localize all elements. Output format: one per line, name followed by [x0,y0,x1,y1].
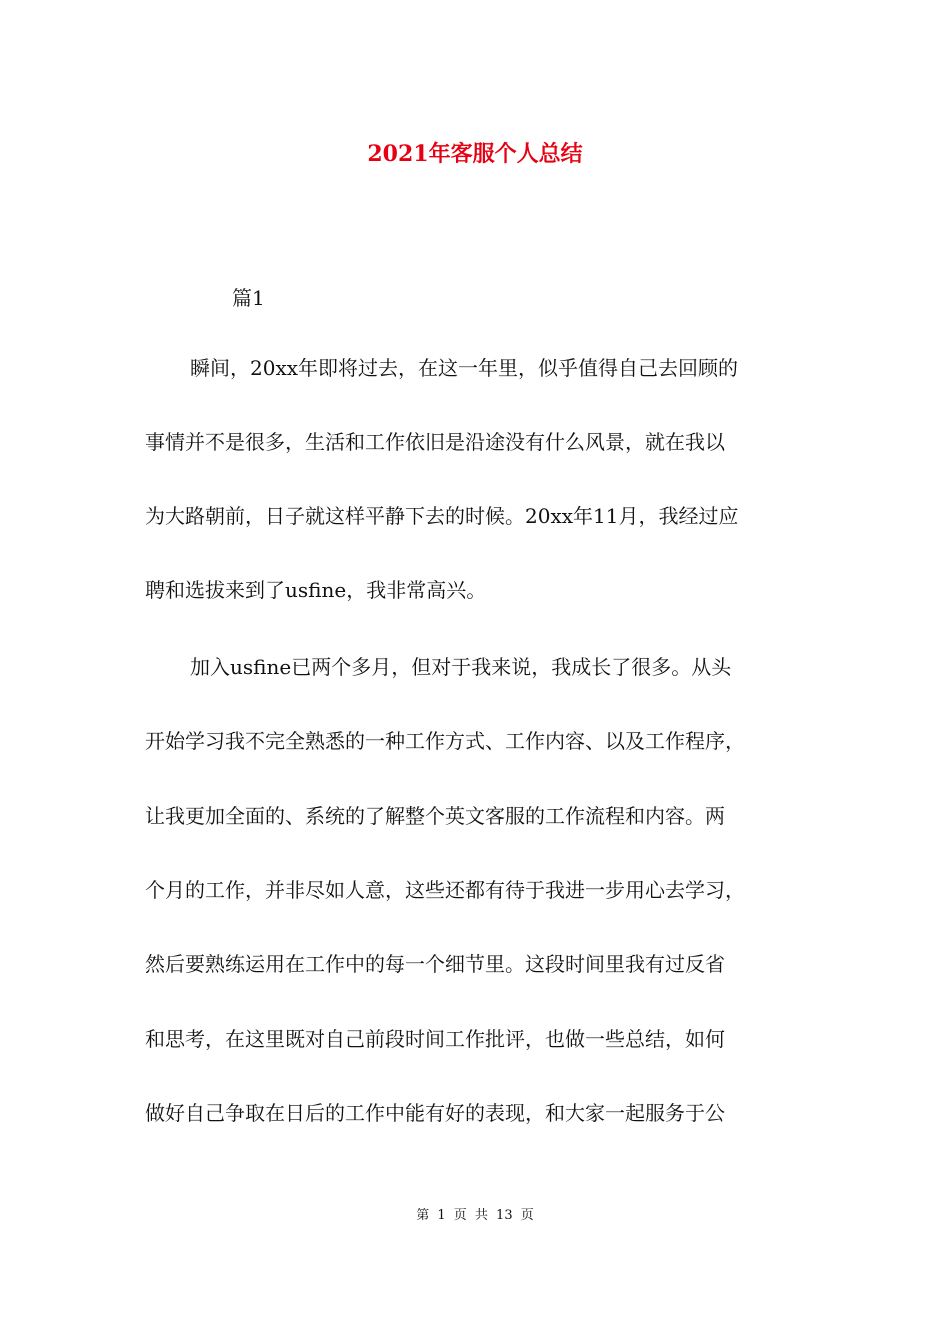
paragraph-line: 开始学习我不完全熟悉的一种工作方式、工作内容、以及工作程序， [145,729,745,753]
paragraph-line: 为大路朝前，日子就这样平静下去的时候。20xx年11月，我经过应 [145,504,739,528]
paragraph-line: 个月的工作，并非尽如人意，这些还都有待于我进一步用心去学习， [145,878,745,902]
paragraph-line: 然后要熟练运用在工作中的每一个细节里。这段时间里我有过反省 [145,952,725,976]
paragraph-line: 聘和选拔来到了usfine，我非常高兴。 [145,578,487,602]
paragraph-line: 做好自己争取在日后的工作中能有好的表现，和大家一起服务于公 [145,1101,725,1125]
paragraph-line: 瞬间，20xx年即将过去，在这一年里，似乎值得自己去回顾的 [190,356,739,380]
document-title: 2021年客服个人总结 [367,141,583,167]
paragraph-line: 加入usfine已两个多月，但对于我来说，我成长了很多。从头 [190,655,732,679]
section-heading: 篇1 [232,286,265,310]
page-footer: 第 1 页 共 13 页 [416,1208,534,1223]
paragraph-line: 事情并不是很多，生活和工作依旧是沿途没有什么风景，就在我以 [145,430,725,454]
paragraph-line: 让我更加全面的、系统的了解整个英文客服的工作流程和内容。两 [145,804,725,828]
paragraph-line: 和思考，在这里既对自己前段时间工作批评，也做一些总结，如何 [145,1027,725,1051]
